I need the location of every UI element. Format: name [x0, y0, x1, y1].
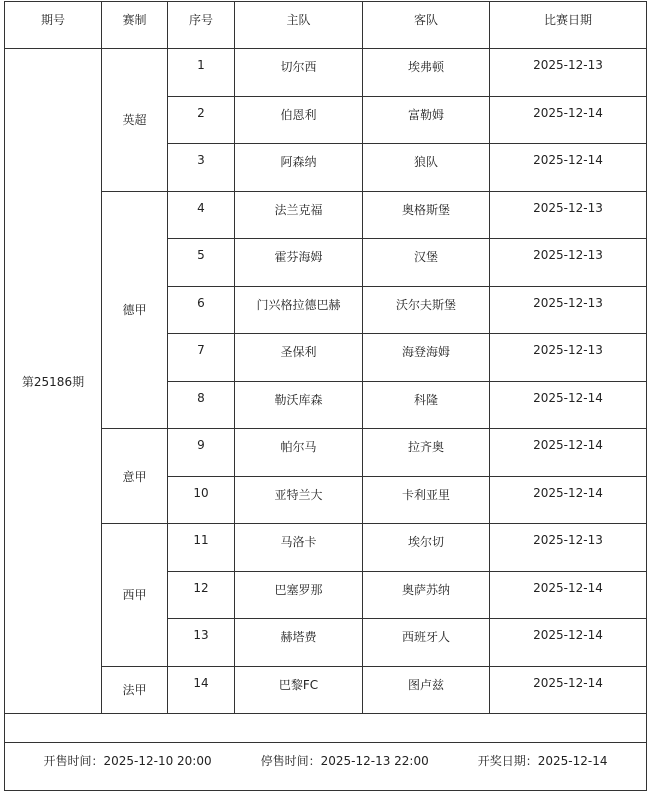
- header-issue: 期号: [5, 2, 102, 49]
- home-team: 法兰克福: [235, 191, 363, 239]
- match-date: 2025-12-14: [490, 666, 647, 714]
- match-number: 7: [168, 334, 235, 382]
- table-header-row: [5, 2, 647, 49]
- match-date: 2025-12-14: [490, 144, 647, 192]
- league-cell: 西甲: [102, 524, 168, 667]
- match-number: 6: [168, 286, 235, 334]
- header-league: 赛制: [102, 2, 168, 49]
- match-number: 4: [168, 191, 235, 239]
- away-team: 埃弗顿: [363, 49, 490, 97]
- home-team: 阿森纳: [235, 144, 363, 192]
- header-home-team: 主队: [235, 2, 363, 49]
- home-team: 马洛卡: [235, 524, 363, 572]
- away-team: 科隆: [363, 381, 490, 429]
- away-team: 奥萨苏纳: [363, 571, 490, 619]
- match-number: 12: [168, 571, 235, 619]
- home-team: 伯恩利: [235, 96, 363, 144]
- table-row: [5, 429, 647, 477]
- match-number: 9: [168, 429, 235, 477]
- league-cell: 意甲: [102, 429, 168, 524]
- issue-cell: 第25186期: [5, 49, 102, 714]
- table-row: [5, 666, 647, 714]
- draw-date: 开奖日期：2025-12-14: [477, 754, 608, 768]
- match-date: 2025-12-13: [490, 239, 647, 287]
- match-number: 14: [168, 666, 235, 714]
- away-team: 卡利亚里: [363, 476, 490, 524]
- match-date: 2025-12-13: [490, 191, 647, 239]
- header-number: 序号: [168, 2, 235, 49]
- sale-end-time: 停售时间：2025-12-13 22:00: [260, 754, 429, 768]
- match-number: 13: [168, 619, 235, 667]
- away-team: 汉堡: [363, 239, 490, 287]
- sale-start-time: 开售时间：2025-12-10 20:00: [43, 754, 212, 768]
- match-number: 11: [168, 524, 235, 572]
- away-team: 沃尔夫斯堡: [363, 286, 490, 334]
- home-team: 帕尔马: [235, 429, 363, 477]
- match-date: 2025-12-14: [490, 96, 647, 144]
- home-team: 门兴格拉德巴赫: [235, 286, 363, 334]
- header-match-date: 比赛日期: [490, 2, 647, 49]
- table-row: [5, 524, 647, 572]
- match-number: 10: [168, 476, 235, 524]
- away-team: 西班牙人: [363, 619, 490, 667]
- home-team: 巴塞罗那: [235, 571, 363, 619]
- match-date: 2025-12-14: [490, 476, 647, 524]
- home-team: 圣保利: [235, 334, 363, 382]
- blank-row: [5, 714, 647, 743]
- away-team: 埃尔切: [363, 524, 490, 572]
- match-schedule: [4, 1, 646, 791]
- match-date: 2025-12-14: [490, 381, 647, 429]
- footer-row: [5, 743, 647, 791]
- match-date: 2025-12-13: [490, 524, 647, 572]
- table-row: [5, 191, 647, 239]
- match-number: 1: [168, 49, 235, 97]
- home-team: 切尔西: [235, 49, 363, 97]
- home-team: 霍芬海姆: [235, 239, 363, 287]
- match-date: 2025-12-14: [490, 571, 647, 619]
- match-date: 2025-12-13: [490, 49, 647, 97]
- match-number: 2: [168, 96, 235, 144]
- match-number: 5: [168, 239, 235, 287]
- header-away-team: 客队: [363, 2, 490, 49]
- away-team: 拉齐奥: [363, 429, 490, 477]
- table-row: [5, 49, 647, 97]
- home-team: 勒沃库森: [235, 381, 363, 429]
- match-number: 8: [168, 381, 235, 429]
- away-team: 富勒姆: [363, 96, 490, 144]
- away-team: 奥格斯堡: [363, 191, 490, 239]
- home-team: 巴黎FC: [235, 666, 363, 714]
- match-date: 2025-12-13: [490, 286, 647, 334]
- league-cell: 法甲: [102, 666, 168, 714]
- league-cell: 德甲: [102, 191, 168, 429]
- match-date: 2025-12-13: [490, 334, 647, 382]
- home-team: 亚特兰大: [235, 476, 363, 524]
- match-number: 3: [168, 144, 235, 192]
- away-team: 海登海姆: [363, 334, 490, 382]
- away-team: 图卢兹: [363, 666, 490, 714]
- league-cell: 英超: [102, 49, 168, 192]
- match-table: [4, 1, 647, 791]
- away-team: 狼队: [363, 144, 490, 192]
- match-date: 2025-12-14: [490, 619, 647, 667]
- match-date: 2025-12-14: [490, 429, 647, 477]
- home-team: 赫塔费: [235, 619, 363, 667]
